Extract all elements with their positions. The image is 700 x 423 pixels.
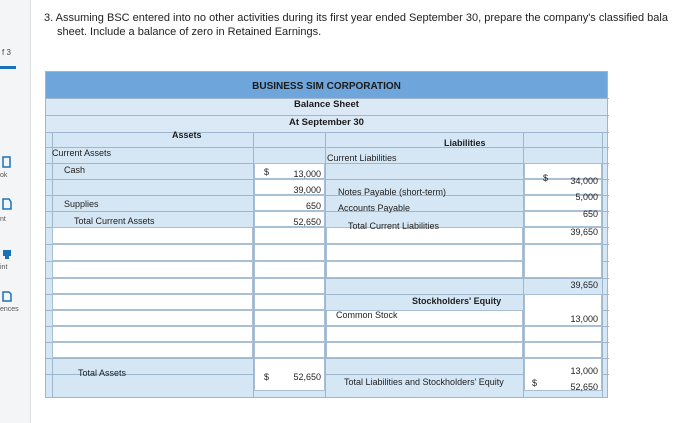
sidebar-item-print[interactable]: int — [0, 264, 8, 271]
statement-title: Balance Sheet — [294, 99, 359, 110]
cash-label: Cash — [64, 165, 86, 175]
total-liabilities-value: 39,650 — [570, 280, 598, 290]
sidebar-item-ebook[interactable]: ok — [0, 172, 8, 179]
asset-row-input[interactable] — [254, 342, 325, 358]
sidebar-page-indicator: f 3 — [2, 48, 11, 57]
liabilities-header: Liabilities — [444, 138, 486, 148]
statement-date: At September 30 — [289, 117, 364, 128]
asset-row-input[interactable] — [254, 326, 325, 342]
total-current-liabilities-value: 39,650 — [570, 227, 598, 237]
notes-payable-value: 5,000 — [575, 192, 598, 202]
asset-row-input[interactable] — [254, 261, 325, 278]
equity-row-input[interactable] — [326, 342, 523, 358]
total-current-assets-value: 52,650 — [293, 217, 321, 227]
references-icon[interactable] — [2, 290, 12, 300]
current-liabilities-label: Current Liabilities — [327, 153, 397, 163]
question-line-1: 3. Assuming BSC entered into no other activities during its first year ended September 30, prepare the company's classified bala — [44, 12, 668, 24]
sidebar-item-references[interactable]: ences — [0, 306, 19, 313]
asset-row-input[interactable] — [52, 278, 253, 294]
book-icon[interactable] — [2, 156, 12, 166]
grid-line — [46, 98, 609, 99]
equity-row-input[interactable] — [524, 326, 602, 342]
total-assets-value: 52,650 — [293, 372, 321, 382]
asset-row-input[interactable] — [52, 326, 253, 342]
grid-line — [46, 115, 609, 116]
cash-dollar-sign: $ — [264, 167, 270, 177]
sidebar-active-bar — [0, 66, 16, 69]
grid-line — [602, 132, 603, 398]
total-current-assets-label: Total Current Assets — [74, 216, 155, 226]
cash-value: 13,000 — [293, 169, 321, 179]
asset-row-input[interactable] — [254, 244, 325, 261]
liability-dollar-sign: $ — [543, 173, 549, 183]
total-liab-equity-label: Total Liabilities and Stockholders' Equity — [344, 377, 504, 387]
grid-line — [46, 132, 609, 133]
sidebar-item-hint[interactable]: nt — [0, 216, 6, 223]
notes-payable-label: Notes Payable (short-term) — [338, 187, 447, 197]
asset-row-input[interactable] — [254, 294, 325, 310]
asset-row-input[interactable] — [254, 310, 325, 326]
liability-row-input[interactable] — [326, 261, 523, 278]
print-icon[interactable] — [2, 248, 12, 258]
liability-row-1-value: 34,000 — [570, 176, 598, 186]
asset-row-input[interactable] — [254, 278, 325, 294]
grid-line — [46, 147, 609, 148]
common-stock-value: 13,000 — [570, 314, 598, 324]
question-text — [44, 11, 700, 39]
liability-row-input[interactable] — [326, 244, 523, 261]
asset-row-2-value: 39,000 — [293, 185, 321, 195]
company-name: BUSINESS SIM CORPORATION — [252, 81, 401, 92]
stockholders-equity-header: Stockholders' Equity — [412, 296, 502, 306]
accounts-payable-label: Accounts Payable — [338, 203, 411, 213]
total-liab-equity-value: 52,650 — [570, 382, 598, 392]
common-stock-label: Common Stock — [336, 310, 398, 320]
sidebar — [0, 0, 31, 423]
asset-row-input[interactable] — [52, 310, 253, 326]
asset-row-input[interactable] — [52, 294, 253, 310]
balance-sheet-form — [45, 71, 608, 398]
question-line-2: sheet. Include a balance of zero in Retained Earnings. — [57, 26, 322, 38]
accounts-payable-value: 650 — [582, 209, 598, 219]
total-assets-dollar-sign: $ — [264, 372, 270, 382]
equity-row-input[interactable] — [326, 326, 523, 342]
total-equity-value: 13,000 — [570, 366, 598, 376]
current-assets-label: Current Assets — [52, 148, 112, 158]
total-liabilities-cell[interactable] — [524, 244, 602, 278]
supplies-label: Supplies — [64, 199, 99, 209]
total-liab-equity-dollar-sign: $ — [532, 378, 538, 388]
supplies-value: 650 — [305, 201, 321, 211]
asset-row-input[interactable] — [52, 244, 253, 261]
total-current-liabilities-label: Total Current Liabilities — [348, 221, 440, 231]
total-assets-label: Total Assets — [78, 368, 127, 378]
asset-row-input[interactable] — [52, 227, 253, 244]
asset-row-input[interactable] — [52, 261, 253, 278]
hint-icon[interactable] — [2, 198, 12, 208]
asset-row-input[interactable] — [254, 227, 325, 244]
equity-row-input[interactable] — [524, 342, 602, 358]
assets-header: Assets — [172, 130, 202, 140]
asset-row-input[interactable] — [52, 342, 253, 358]
